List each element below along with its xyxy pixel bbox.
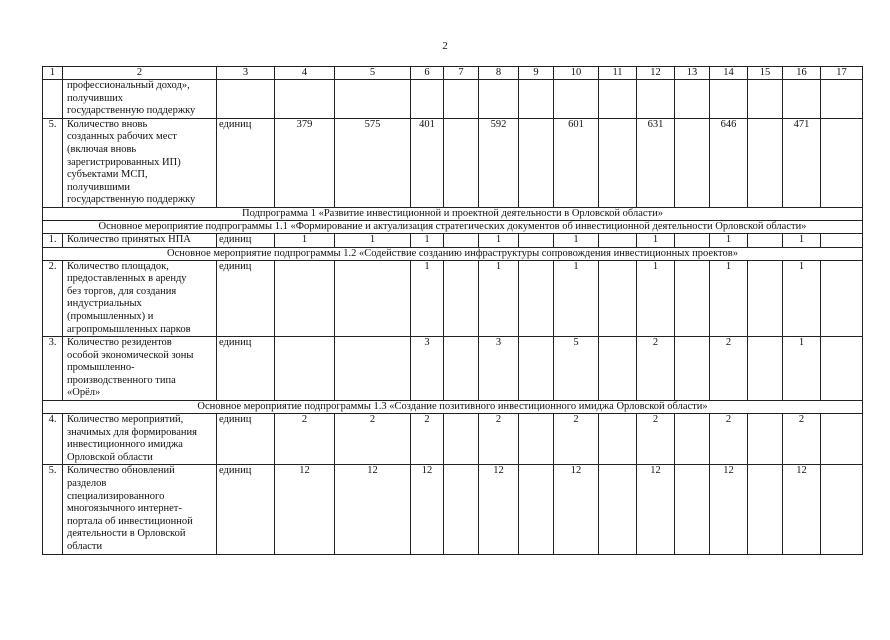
value-cell: 12 bbox=[411, 465, 444, 554]
indicator-name-line: без торгов, для создания bbox=[67, 285, 177, 297]
indicator-name-line: индустриальных bbox=[67, 298, 142, 310]
value-cell bbox=[675, 414, 710, 465]
value-cell bbox=[748, 337, 783, 401]
table-row bbox=[43, 260, 863, 337]
table-row bbox=[43, 118, 863, 207]
indicator-name bbox=[63, 414, 217, 465]
value-cell bbox=[821, 465, 863, 554]
indicator-name-line: многоязычного интернет- bbox=[67, 503, 182, 515]
value-cell bbox=[599, 260, 637, 337]
value-cell bbox=[821, 233, 863, 247]
indicator-name-line: Орловской области bbox=[67, 451, 153, 463]
indicator-name-line: агропромышленных парков bbox=[67, 323, 191, 335]
column-header-5: 5 bbox=[335, 67, 411, 80]
section-row bbox=[43, 207, 863, 220]
value-cell: 3 bbox=[479, 337, 519, 401]
value-cell: 2 bbox=[783, 414, 821, 465]
section-title: Основное мероприятие подпрограммы 1.3 «Создание позитивного инвестиционного имиджа Орловской области» bbox=[43, 401, 863, 414]
value-cell bbox=[519, 337, 554, 401]
value-cell: 12 bbox=[275, 465, 335, 554]
column-header-11: 11 bbox=[599, 67, 637, 80]
column-header-1: 1 bbox=[43, 67, 63, 80]
table-row bbox=[43, 414, 863, 465]
value-cell bbox=[748, 260, 783, 337]
value-cell bbox=[599, 337, 637, 401]
value-cell bbox=[748, 118, 783, 207]
indicator-name-line: Количество резидентов bbox=[67, 337, 172, 349]
value-cell: 1 bbox=[710, 260, 748, 337]
value-cell bbox=[275, 260, 335, 337]
value-cell bbox=[821, 118, 863, 207]
section-title: Подпрограмма 1 «Развитие инвестиционной и проектной деятельности в Орловской области» bbox=[43, 207, 863, 220]
value-cell: 1 bbox=[554, 233, 599, 247]
value-cell: 2 bbox=[275, 414, 335, 465]
column-header-8: 8 bbox=[479, 67, 519, 80]
value-cell: 2 bbox=[335, 414, 411, 465]
row-number bbox=[43, 80, 63, 119]
value-cell: 1 bbox=[783, 233, 821, 247]
row-number: 4. bbox=[43, 414, 63, 465]
value-cell bbox=[675, 465, 710, 554]
indicator-name bbox=[63, 118, 217, 207]
value-cell: 592 bbox=[479, 118, 519, 207]
indicator-name bbox=[63, 465, 217, 554]
indicator-name-line: особой экономической зоны bbox=[67, 349, 194, 361]
value-cell bbox=[444, 233, 479, 247]
value-cell: 12 bbox=[783, 465, 821, 554]
value-cell bbox=[675, 118, 710, 207]
value-cell: 646 bbox=[710, 118, 748, 207]
value-cell bbox=[335, 260, 411, 337]
value-cell: 12 bbox=[637, 465, 675, 554]
value-cell: 1 bbox=[479, 260, 519, 337]
unit-cell: единиц bbox=[217, 233, 275, 247]
indicator-name-line: созданных рабочих мест bbox=[67, 131, 177, 143]
value-cell bbox=[821, 337, 863, 401]
column-header-17: 17 bbox=[821, 67, 863, 80]
indicator-name-line: производственного типа bbox=[67, 374, 176, 386]
value-cell bbox=[599, 80, 637, 119]
value-cell: 12 bbox=[479, 465, 519, 554]
value-cell: 3 bbox=[411, 337, 444, 401]
value-cell bbox=[748, 233, 783, 247]
indicator-name-line: субъектами МСП, bbox=[67, 169, 148, 181]
value-cell: 401 bbox=[411, 118, 444, 207]
indicator-name-line: государственную поддержку bbox=[67, 194, 196, 206]
value-cell bbox=[444, 337, 479, 401]
indicator-name-line: «Орёл» bbox=[67, 387, 101, 399]
column-header-14: 14 bbox=[710, 67, 748, 80]
value-cell: 631 bbox=[637, 118, 675, 207]
indicator-name-line: специализированного bbox=[67, 490, 165, 502]
value-cell: 12 bbox=[710, 465, 748, 554]
value-cell bbox=[444, 414, 479, 465]
section-row bbox=[43, 247, 863, 260]
indicator-name-line: Количество обновлений bbox=[67, 465, 175, 477]
value-cell bbox=[519, 414, 554, 465]
value-cell: 2 bbox=[710, 414, 748, 465]
indicator-name-line: (включая вновь bbox=[67, 143, 137, 155]
value-cell: 1 bbox=[554, 260, 599, 337]
value-cell: 1 bbox=[335, 233, 411, 247]
column-header-9: 9 bbox=[519, 67, 554, 80]
unit-cell: единиц bbox=[217, 337, 275, 401]
unit-cell: единиц bbox=[217, 465, 275, 554]
table-row bbox=[43, 233, 863, 247]
column-header-10: 10 bbox=[554, 67, 599, 80]
value-cell: 5 bbox=[554, 337, 599, 401]
column-header-row bbox=[43, 67, 863, 80]
column-header-13: 13 bbox=[675, 67, 710, 80]
indicator-name-line: получившими bbox=[67, 181, 131, 193]
page-number: 2 bbox=[442, 40, 448, 52]
unit-cell: единиц bbox=[217, 414, 275, 465]
table-row bbox=[43, 80, 863, 119]
value-cell: 2 bbox=[554, 414, 599, 465]
column-header-2: 2 bbox=[63, 67, 217, 80]
indicator-name-line: получивших bbox=[67, 92, 124, 104]
value-cell bbox=[748, 80, 783, 119]
value-cell: 12 bbox=[554, 465, 599, 554]
value-cell bbox=[444, 80, 479, 119]
value-cell bbox=[675, 233, 710, 247]
indicator-name bbox=[63, 337, 217, 401]
column-header-6: 6 bbox=[411, 67, 444, 80]
value-cell bbox=[444, 118, 479, 207]
value-cell bbox=[335, 337, 411, 401]
column-header-7: 7 bbox=[444, 67, 479, 80]
value-cell bbox=[275, 80, 335, 119]
value-cell bbox=[519, 260, 554, 337]
row-number: 1. bbox=[43, 233, 63, 247]
indicator-name-line: Количество принятых НПА bbox=[67, 233, 191, 245]
value-cell bbox=[748, 414, 783, 465]
row-number: 2. bbox=[43, 260, 63, 337]
value-cell: 601 bbox=[554, 118, 599, 207]
value-cell bbox=[479, 80, 519, 119]
row-number: 5. bbox=[43, 118, 63, 207]
indicator-name-line: деятельности в Орловской bbox=[67, 528, 186, 540]
unit-cell bbox=[217, 80, 275, 119]
value-cell: 471 bbox=[783, 118, 821, 207]
section-title: Основное мероприятие подпрограммы 1.1 «Формирование и актуализация стратегических документов об инвестиционной деятельности Орловской области» bbox=[43, 220, 863, 233]
indicators-table bbox=[42, 66, 863, 555]
value-cell bbox=[675, 260, 710, 337]
value-cell: 1 bbox=[479, 233, 519, 247]
value-cell bbox=[519, 118, 554, 207]
indicator-name bbox=[63, 80, 217, 119]
value-cell: 1 bbox=[783, 337, 821, 401]
value-cell: 2 bbox=[637, 414, 675, 465]
indicator-name-line: предоставленных в аренду bbox=[67, 273, 187, 285]
value-cell bbox=[599, 233, 637, 247]
value-cell: 1 bbox=[783, 260, 821, 337]
value-cell: 1 bbox=[411, 233, 444, 247]
value-cell bbox=[821, 260, 863, 337]
column-header-15: 15 bbox=[748, 67, 783, 80]
indicator-name-line: государственную поддержку bbox=[67, 105, 196, 117]
row-number: 5. bbox=[43, 465, 63, 554]
indicator-name-line: области bbox=[67, 541, 103, 552]
value-cell: 1 bbox=[637, 260, 675, 337]
column-header-4: 4 bbox=[275, 67, 335, 80]
unit-cell: единиц bbox=[217, 260, 275, 337]
indicator-name-line: (промышленных) и bbox=[67, 310, 154, 322]
value-cell: 12 bbox=[335, 465, 411, 554]
value-cell bbox=[748, 465, 783, 554]
value-cell bbox=[599, 414, 637, 465]
value-cell bbox=[599, 118, 637, 207]
value-cell bbox=[783, 80, 821, 119]
value-cell bbox=[335, 80, 411, 119]
value-cell bbox=[519, 80, 554, 119]
indicator-name-line: промышленно- bbox=[67, 362, 135, 374]
row-number: 3. bbox=[43, 337, 63, 401]
indicator-name-line: профессиональный доход», bbox=[67, 80, 190, 91]
table-row bbox=[43, 465, 863, 554]
table-row bbox=[43, 337, 863, 401]
value-cell bbox=[519, 233, 554, 247]
column-header-16: 16 bbox=[783, 67, 821, 80]
value-cell bbox=[444, 465, 479, 554]
value-cell: 1 bbox=[275, 233, 335, 247]
table-body bbox=[43, 67, 863, 555]
indicator-name-line: значимых для формирования bbox=[67, 426, 197, 438]
value-cell bbox=[710, 80, 748, 119]
section-title: Основное мероприятие подпрограммы 1.2 «Содействие созданию инфраструктуры сопровождения инвестиционных проектов» bbox=[43, 247, 863, 260]
value-cell bbox=[599, 465, 637, 554]
value-cell: 2 bbox=[710, 337, 748, 401]
value-cell: 575 bbox=[335, 118, 411, 207]
indicator-name bbox=[63, 260, 217, 337]
value-cell bbox=[821, 414, 863, 465]
value-cell bbox=[444, 260, 479, 337]
unit-cell: единиц bbox=[217, 118, 275, 207]
value-cell bbox=[519, 465, 554, 554]
value-cell bbox=[637, 80, 675, 119]
indicator-name-line: Количество вновь bbox=[67, 118, 148, 130]
indicator-name-line: Количество площадок, bbox=[67, 260, 169, 272]
value-cell: 1 bbox=[710, 233, 748, 247]
indicator-name-line: инвестиционного имиджа bbox=[67, 439, 183, 451]
indicator-name-line: портала об инвестиционной bbox=[67, 515, 193, 527]
value-cell bbox=[554, 80, 599, 119]
section-row bbox=[43, 220, 863, 233]
value-cell: 1 bbox=[637, 233, 675, 247]
value-cell: 2 bbox=[479, 414, 519, 465]
section-row bbox=[43, 401, 863, 414]
column-header-3: 3 bbox=[217, 67, 275, 80]
value-cell: 2 bbox=[411, 414, 444, 465]
value-cell bbox=[275, 337, 335, 401]
indicator-name-line: Количество мероприятий, bbox=[67, 414, 184, 426]
indicator-name bbox=[63, 233, 217, 247]
value-cell: 2 bbox=[637, 337, 675, 401]
value-cell bbox=[675, 80, 710, 119]
value-cell: 379 bbox=[275, 118, 335, 207]
value-cell bbox=[821, 80, 863, 119]
indicator-name-line: зарегистрированных ИП) bbox=[67, 156, 181, 168]
value-cell bbox=[411, 80, 444, 119]
value-cell bbox=[675, 337, 710, 401]
value-cell: 1 bbox=[411, 260, 444, 337]
column-header-12: 12 bbox=[637, 67, 675, 80]
indicator-name-line: разделов bbox=[67, 478, 107, 490]
